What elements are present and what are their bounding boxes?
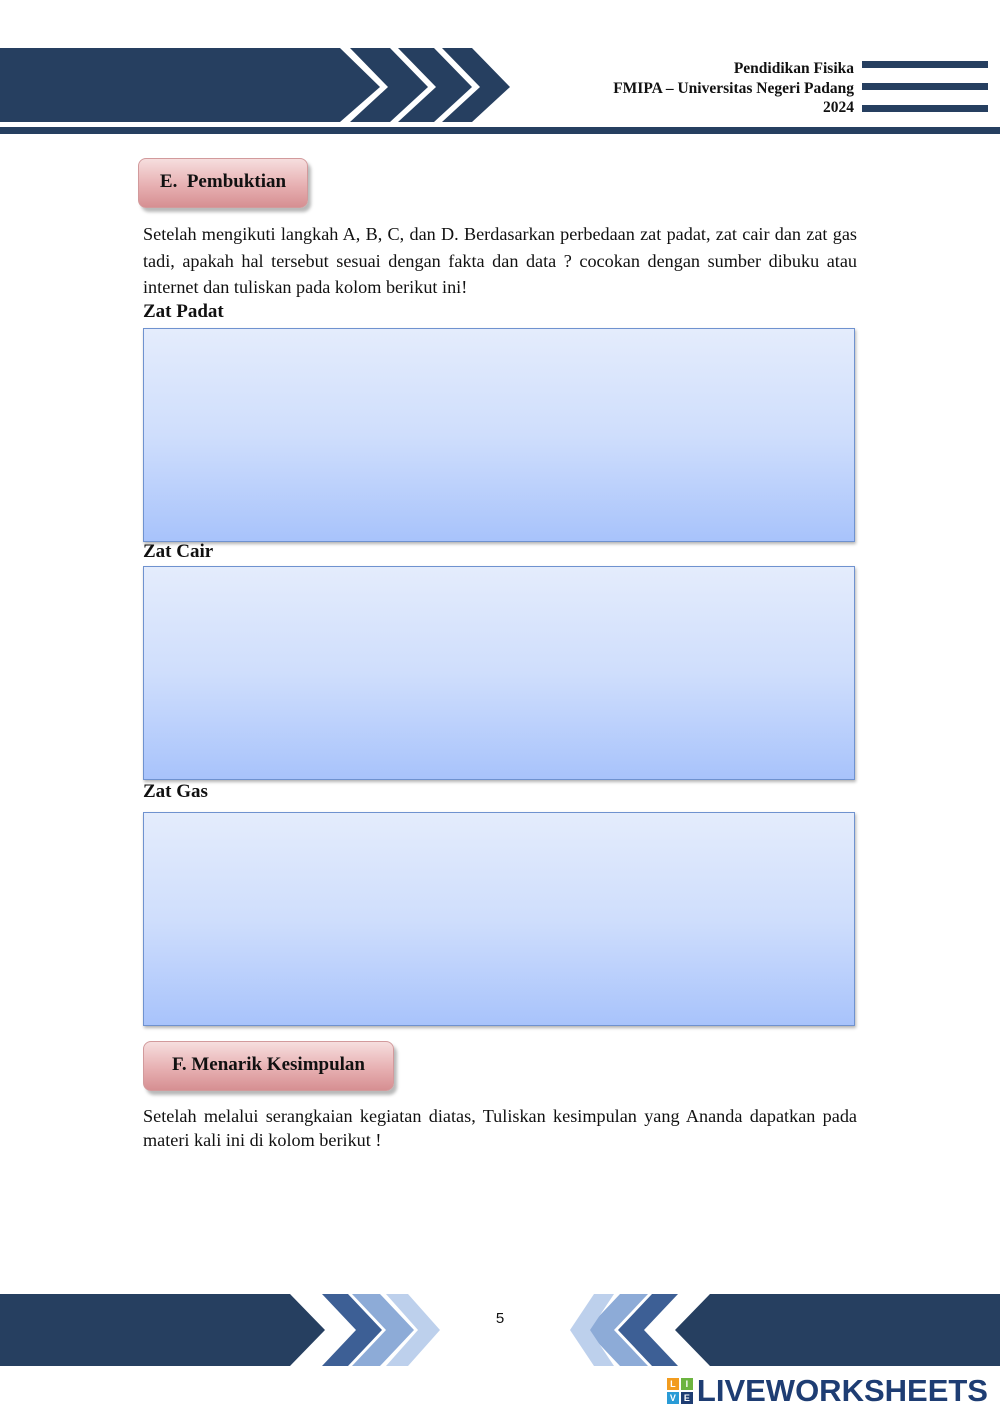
liveworksheets-logo <box>667 1373 988 1409</box>
section-e-instructions: Setelah mengikuti langkah A, B, C, dan D. Berdasarkan perbedaan zat padat, zat cair dan zat gas tadi, apakah hal tersebut sesuai dengan fakta dan data ? cocokan dengan sumber dibuku atau internet dan tuliskan pada kolom berikut ini! <box>143 224 857 297</box>
section-e-title: E. Pembuktian <box>159 171 287 192</box>
page-number: 5 <box>495 1310 505 1327</box>
header-text <box>613 59 854 118</box>
section-f-instructions: Setelah melalui serangkaian kegiatan diatas, Tuliskan kesimpulan yang Ananda dapatkan pada materi kali ini di kolom berikut ! <box>143 1106 857 1150</box>
section-f-title: F. Menarik Kesimpulan <box>171 1054 365 1075</box>
answer-box-zat-cair[interactable] <box>143 566 855 780</box>
section-e-badge <box>138 158 308 208</box>
answer-box-zat-gas[interactable] <box>143 812 855 1026</box>
section-f-badge <box>143 1041 394 1091</box>
footer-banner <box>0 1290 1000 1370</box>
label-zat-padat: Zat Padat <box>143 301 224 322</box>
label-zat-gas: Zat Gas <box>143 781 208 802</box>
answer-box-zat-padat[interactable] <box>143 328 855 542</box>
header-line-3: 2024 <box>823 99 854 116</box>
liveworksheets-text: LIVEWORKSHEETS <box>696 1373 988 1408</box>
header-line-2: FMIPA – Universitas Negeri Padang <box>613 79 854 97</box>
header-line-1: Pendidikan Fisika <box>733 60 854 77</box>
label-zat-cair: Zat Cair <box>143 541 214 562</box>
liveworksheets-icon: L I V E <box>667 1378 693 1404</box>
